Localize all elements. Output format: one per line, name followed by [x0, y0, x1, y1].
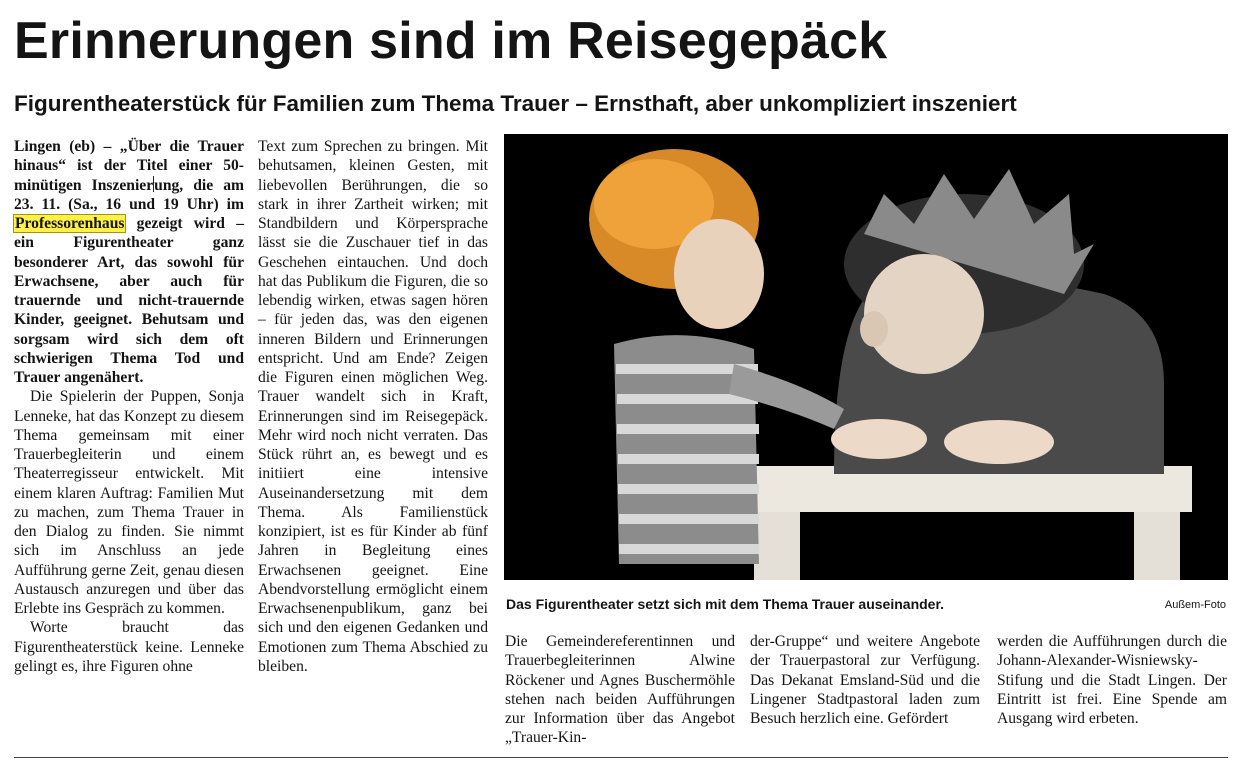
photo-caption	[504, 594, 1228, 616]
article-column-4	[750, 632, 980, 728]
body-paragraph: Text zum Sprechen zu bringen. Mit behutsamen, kleinen Gesten, mit liebevollen Berührungen, die so stark in ihrer Zartheit wirken; mit Standbildern und Körpersprache lässt sie die Zuschauer tief in das Geschehen eintauchen. Und doch hat das Publikum die Figuren, die so lebendig wirken, etwas sagen hören – für jeden das, was den eigenen inneren Bildern und Erinnerungen entspricht. Und am Ende? Zeigen die Figuren einen möglichen Weg. Trauer wandelt sich in Kraft, Erinnerungen sind im Reisegepäck. Mehr wird noch nicht verraten. Das Stück rührt an, es bewegt und es initiiert eine intensive Auseinandersetzung mit dem Thema. Als Familienstück konzipiert, ist es für Kinder ab fünf Jahren in Begleitung eines Erwachsenen geeignet. Eine Abendvorstellung ermöglicht einem Erwachsenenpublikum, ganz bei sich und den eigenen Gedanken und Emotionen zum Thema Abschied zu bleiben.	[258, 138, 488, 675]
body-paragraph: Worte braucht das Figurentheaterstück keine. Lenneke gelingt es, ihre Figuren ohne	[14, 619, 244, 675]
subheadline: Figurentheaterstück für Familien zum Thema Trauer – Ernsthaft, aber unkompliziert inszeniert	[14, 91, 1017, 116]
photo-credit: Außem-Foto	[1164, 599, 1226, 611]
lead-text-c: gezeigt wird – ein Figurentheater ganz besonderer Art, das sowohl für Erwachsene, aber auch für trauernde und nicht-trauernde Kinder, geeignet. Behutsam und sorgsam wird sich dem oft schwierigen Thema Tod und Trauer angenähert.	[14, 215, 244, 386]
article-column-2	[258, 137, 488, 676]
caption-text: Das Figurentheater setzt sich mit dem Thema Trauer auseinander.	[506, 596, 945, 612]
article-column-1	[14, 137, 244, 676]
lead-paragraph	[14, 137, 244, 387]
body-paragraph: der-Gruppe“ und weitere Angebote der Trauerpastoral zur Verfügung. Das Dekanat Emsland-Süd und die Lingener Stadtpastoral laden zum Besuch herzlich eine. Gefördert	[750, 633, 980, 727]
highlighted-professorenhaus[interactable]: Professorenhaus	[15, 215, 125, 232]
puppet-illustration	[504, 134, 1228, 580]
article-column-5	[997, 632, 1227, 728]
headline: Erinnerungen sind im Reisegepäck	[14, 12, 888, 70]
lead-text-b: ung, die am 23. 11. (Sa., 16 und 19 Uhr) im	[14, 176, 244, 213]
body-paragraph: Die Spielerin der Puppen, Sonja Lenneke, hat das Konzept zu diesem Thema gemeinsam mit einer Trauerbegleiterin und einem Theaterregisseur entwickelt. Mit einem klaren Auftrag: Familien Mut zu machen, zum Thema Trauer in den Dialog zu finden. Sie nimmt sich im Anschluss an jede Aufführung gerne Zeit, genau diesen Austausch anzuregen und über das Erlebte ins Gespräch zu kommen.	[14, 388, 244, 617]
puppet-photo	[504, 134, 1228, 580]
lead-text-a: Lingen (eb) – „Über die Trauer hinaus“ ist der Titel einer 50-minütigen Inszenier	[14, 138, 244, 194]
body-paragraph: Die Gemeindereferentinnen und Trauerbegleiterinnen Alwine Röckener und Agnes Buschermöhle stehen nach beiden Aufführungen zur Information über das Angebot „Trauer-Kin-	[505, 633, 735, 747]
article-column-3	[505, 632, 735, 748]
body-paragraph: werden die Aufführungen durch die Johann-Alexander-Wisniewsky-Stifung und die Stadt Lingen. Der Eintritt ist frei. Eine Spende am Ausgang wird erbeten.	[997, 633, 1227, 727]
bottom-divider	[14, 757, 1228, 758]
